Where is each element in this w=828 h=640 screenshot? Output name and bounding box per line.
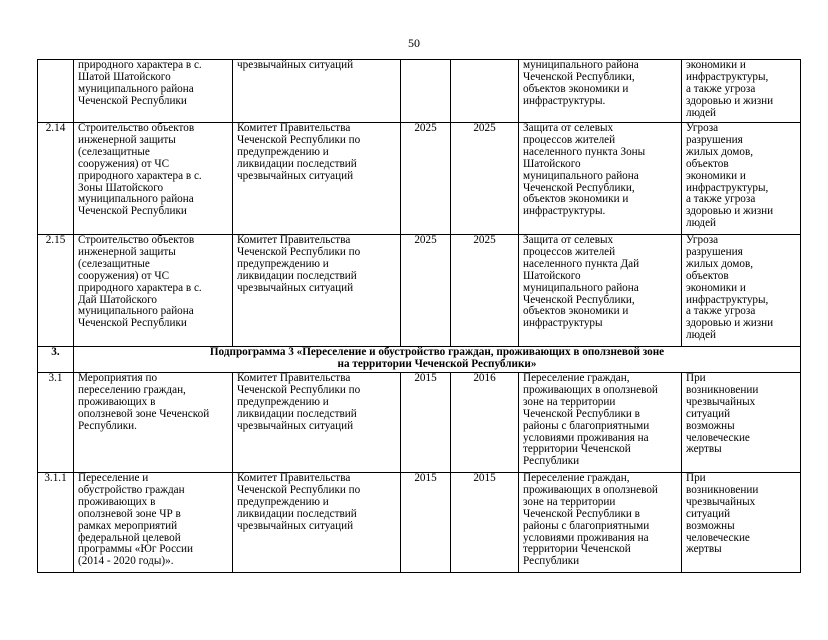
risk-consequence: Угроза разрушения жилых домов, объектов экономики и инфраструктуры, а также угроза здоровью и жизни людей <box>682 123 801 235</box>
measure-name: Строительство объектов инженерной защиты (селезащитные сооружения) от ЧС природного характера в с. Зоны Шатойского муниципального района Чеченской Республики <box>74 123 233 235</box>
end-year: 2025 <box>451 123 519 235</box>
row-number <box>38 60 74 123</box>
section-header-row <box>38 347 801 373</box>
start-year: 2025 <box>401 123 451 235</box>
expected-result: Защита от селевых процессов жителей населенного пункта Дай Шатойского муниципального района Чеченской Республики, объектов экономики и инфраструктуры <box>519 235 682 347</box>
row-number: 3.1.1 <box>38 473 74 573</box>
executor: Комитет Правительства Чеченской Республики по предупреждению и ликвидации последствий чрезвычайных ситуаций <box>233 473 401 573</box>
measure-name: Строительство объектов инженерной защиты (селезащитные сооружения) от ЧС природного характера в с. Дай Шатойского муниципального района Чеченской Республики <box>74 235 233 347</box>
table-row <box>38 60 801 123</box>
table-row <box>38 235 801 347</box>
risk-consequence: При возникновении чрезвычайных ситуаций возможны человеческие жертвы <box>682 373 801 473</box>
expected-result: Переселение граждан, проживающих в оползневой зоне на территории Чеченской Республики в районы с благоприятными условиями проживания на территории Чеченской Республики <box>519 473 682 573</box>
risk-consequence: При возникновении чрезвычайных ситуаций возможны человеческие жертвы <box>682 473 801 573</box>
measure-name: Мероприятия по переселению граждан, проживающих в оползневой зоне Чеченской Республики. <box>74 373 233 473</box>
executor: Комитет Правительства Чеченской Республики по предупреждению и ликвидации последствий чрезвычайных ситуаций <box>233 123 401 235</box>
table-row <box>38 373 801 473</box>
start-year <box>401 60 451 123</box>
table-row <box>38 123 801 235</box>
start-year: 2025 <box>401 235 451 347</box>
expected-result: муниципального района Чеченской Республики, объектов экономики и инфраструктуры. <box>519 60 682 123</box>
start-year: 2015 <box>401 373 451 473</box>
measure-name: Переселение и обустройство граждан проживающих в оползневой зоне ЧР в рамках мероприятий федеральной целевой программы «Юг России (2014 - 2020 годы)». <box>74 473 233 573</box>
risk-consequence: экономики и инфраструктуры, а также угроза здоровью и жизни людей <box>682 60 801 123</box>
executor: чрезвычайных ситуаций <box>233 60 401 123</box>
section-number: 3. <box>38 347 74 373</box>
table-row <box>38 473 801 573</box>
row-number: 3.1 <box>38 373 74 473</box>
executor: Комитет Правительства Чеченской Республики по предупреждению и ликвидации последствий чрезвычайных ситуаций <box>233 373 401 473</box>
row-number: 2.14 <box>38 123 74 235</box>
end-year: 2016 <box>451 373 519 473</box>
executor: Комитет Правительства Чеченской Республики по предупреждению и ликвидации последствий чрезвычайных ситуаций <box>233 235 401 347</box>
section-title: Подпрограмма 3 «Переселение и обустройство граждан, проживающих в оползневой зоне на территории Чеченской Республики» <box>74 347 801 373</box>
row-number: 2.15 <box>38 235 74 347</box>
expected-result: Переселение граждан, проживающих в оползневой зоне на территории Чеченской Республики в районы с благоприятными условиями проживания на территории Чеченской Республики <box>519 373 682 473</box>
end-year: 2025 <box>451 235 519 347</box>
expected-result: Защита от селевых процессов жителей населенного пункта Зоны Шатойского муниципального района Чеченской Республики, объектов экономики и инфраструктуры. <box>519 123 682 235</box>
page-number: 50 <box>408 36 420 50</box>
start-year: 2015 <box>401 473 451 573</box>
program-measures-table <box>37 59 801 573</box>
end-year: 2015 <box>451 473 519 573</box>
measure-name: природного характера в с. Шатой Шатойского муниципального района Чеченской Республики <box>74 60 233 123</box>
risk-consequence: Угроза разрушения жилых домов, объектов экономики и инфраструктуры, а также угроза здоровью и жизни людей <box>682 235 801 347</box>
end-year <box>451 60 519 123</box>
